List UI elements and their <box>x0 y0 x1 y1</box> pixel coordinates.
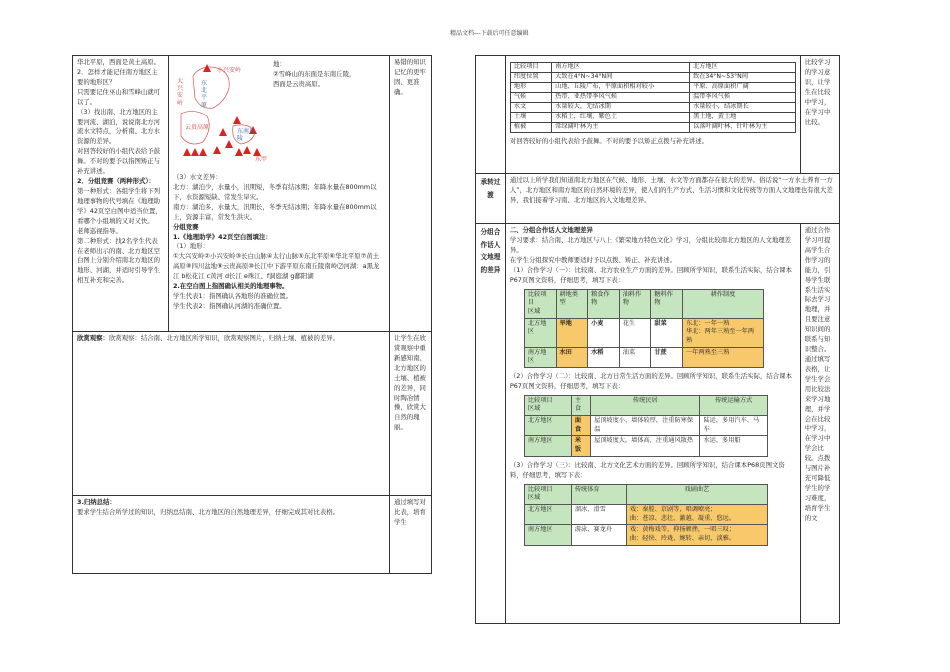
group-label: 分组合作话人文地理的差异 <box>476 224 506 624</box>
culture-table <box>524 484 768 546</box>
right-label-empty <box>476 56 506 174</box>
summary-side: 通过填写对比表，培育学生 <box>389 496 431 574</box>
daily-life-table <box>524 395 768 457</box>
left-col1: 华北平原，西面是黄土高原。 2．怎样才能记住南方地区主要的地形区？ 只需要记住巫山和雪峰山就可以了。 （3）找出南、北方地区的主要河流、湖泊，说说南北方河流水文特点，分析南、北方水资源的差异。 对回答较好的小组代表给予鼓舞。不对的要予以指图矫正与补充讲述。 2．分组竞赛（两种形式）： 第一种形式：各组学生将下列地理事物的代号填在《地理助学》42页空白图中适当位置，看哪个小组填的又对又快。 老师巡视指导。 第二种形式：找2名学生代表在老师出示的南、北方地区空白图上分别介绍南北方地区的地形、河湖，并适时引导学生相互补充和完善。 <box>73 56 169 332</box>
table-head: 比较项目 <box>510 63 551 73</box>
table-row: 北方地区 面食 屋顶坡度小、墙体较厚，注重防寒保温 陆运，多用汽车、马车 <box>524 416 767 436</box>
map-label: 东南丘陵 <box>236 128 255 143</box>
group-side: 通过合作学习可提高学生合作学习的能力，引导学生联系生活实际去学习地理，并且要注意知识间的联系与知识整合。通过填写表格，让学生学会用比较法来学习地理，并学会在比较中学习，在学习中学会比较。点拨与图片补充可降低学生的学习难度，培育学生的文 <box>800 224 839 624</box>
map-label: 东甲 <box>254 156 267 163</box>
table-head: 北方地区 <box>690 63 796 73</box>
left-col3: 易错的知识记忆的更牢固、更准确。 <box>389 56 431 332</box>
map-sketch <box>173 58 283 170</box>
compare-cell <box>505 56 800 174</box>
table-row <box>510 63 795 73</box>
transition-text: 通过以上所学我们知道南北方地区在气候、地形、土壤、水文等方面都存在很大的差异。俗话说“一方水土养育一方人”，北方地区和南方地区的自然环境的差异，使人们的生产方式、生活习惯和文化传统等方面人文地理也有很大差异，我们接着学习南、北方地区的人文地理差异。 <box>505 174 839 224</box>
table-row: 地形 山地、丘陵广布，平原面积相对较小 平原、高原面积广阔 <box>510 82 795 92</box>
transition-label: 承转过渡 <box>476 174 506 224</box>
map-label: 小兴安岭 <box>216 67 241 74</box>
table-row: 比较项目 区域 耕地类型 粮食作物 油料作物 糖料作物 耕作制度 <box>524 289 763 318</box>
compare-note: 对回答较好的小组代表给予鼓舞。不对的要予以矫正点拨与补充讲述。 <box>509 136 708 145</box>
table-row: 南方地区 游泳、赛龙舟 戏：黄梅戏等，抑扬顿挫，一唱三叹； 曲：轻快、玲珑、婉转、亲切、淡雅。 <box>524 525 767 545</box>
table-row: 南方地区 水田 水稻 油菜 甘蔗 一年两熟至三熟 <box>524 347 763 367</box>
nature-compare-table <box>510 62 796 133</box>
summary-row: 3.归纳总结： 要求学生结合所学过的知识，归纳总结南、北方地区的自然地理差异，仔细完成其对比表格。 <box>73 496 390 574</box>
page-header: 精品文档---下载后可任意编辑 <box>450 30 529 37</box>
table-row: 土壤 水稻土，红壤，紫色土 黑土地，黄土地 <box>510 112 795 122</box>
appreciate-row: 欣赏观察：欣赏观察：结合南、北方地区所学知识，欣赏观察图片，归纳土壤、植被的差异。 <box>73 332 390 496</box>
left-lesson-table <box>72 55 432 574</box>
agriculture-table <box>524 289 764 368</box>
left-col2: 大兴安岭 东北平原 小兴安岭 云贵高原 东南丘陵 东甲 地： ②雪峰山的东面是东南丘陵，西面是云贵高原。 （3）水文差异： 北方：湖泊少，水量小，汛期短，冬季有结冰期；年降水量在800mm以下，水资源短缺、常发生旱灾。 南方：湖泊多，水量大，汛期长，冬季无结冰期；年降水量在800mm以上，资源丰富，常发生洪灾。 分组竞赛 1.《地理助学》42页空白图填注： （1）地形： ①大兴安岭②小兴安岭③长白山脉④太行山脉⑤东北平原⑥华北平原⑦黄土高原⑧四川盆地⑨云贵高原⑩长江中下游平原东南丘陵南岭⑵河湖：a黑龙江 b松花江 c黄河 d长江 e珠江、f洞庭湖 g鄱阳湖 2.在空白图上指图确认相关的地理事物。 学生代表1：指图确认各地形的准确位置。 学生代表2：指图确认河湖的准确位置。 <box>168 56 389 332</box>
map-label: 大兴安岭 <box>176 78 183 107</box>
table-row: 纬度位置 大致在4°N~34°N间 致在34°N~53°N间 <box>510 72 795 82</box>
table-head: 南方地区 <box>552 63 690 73</box>
appreciate-side: 让学生在欣赏观察中重新感知南、北方地区的土壤、植被的差异，同时陶冶情操，欣赏大自然的瑰丽。 <box>389 332 431 496</box>
table-row: 北方地区 旱地 小麦 花生 甜菜 东北：一年一熟 华北：两年三熟至一年两熟 <box>524 318 763 347</box>
group-cell: 二、分组合作话人文地理差异 学习要求：结合南、北方地区与八上《繁荣地方特色文化》学习，分组比较南北方地区的人文地理差异。 在学生分组探究中教师要适时予以点拨、矫正、补充讲述。 （1）合作学习（一）：比较南、北方农业生产方面的差异。回顾所学知识，联系生活实际，结合课本P67页图文资料，仔细思考，填写下表： 比较项目 区域 耕地类型 粮食作物 油料作物 糖料作物 耕作制度 北方地区 旱地 小麦 花生 甜菜 东北：一年一熟 华北：两年三熟至一年两熟 南方地区 水田 水稻 油菜 甘蔗 一年两熟至三熟 （2）合作学习（二）：比较南、北方日常生活方面的差异。回顾所学知识，联系生活实际，结合课本P67页图文资料，仔细思考，填写下表： 比较项目 区域 主食 传统民居 传统运输方式 北方地区 面食 屋顶坡度小、墙体较厚，注重防寒保温 陆运，多用汽车、马车 南方地区 米饭 屋顶坡度大，墙体高，注重通风散热 水运，多用船 （3）合作学习（三）：比较南、北方文化艺术方面的差异。回顾所学知识，结合课本P68页图文资料，仔细思考，填写下表： 比较项目 区域 传统体育 戏剧曲艺 北方地区 溜冰、滑雪 戏：秦腔、京剧等，唱调嘹亮； 曲：苍凉、悲壮、激越、凝重、悠远。 南方地区 游泳、赛龙舟 戏：黄梅戏等，抑扬顿挫，一唱三叹； 曲：轻快、玲珑、婉转、亲切、淡雅。 <box>505 224 800 624</box>
right-lesson-table <box>475 55 840 624</box>
table-row: 水文 水量较大，无结冰期 水量较小，结冰期长 <box>510 102 795 112</box>
map-notes: 地： ②雪峰山的东面是东南丘陵，西面是云贵高原。 <box>272 60 356 88</box>
map-label: 云贵高原 <box>184 124 209 131</box>
table-row: 南方地区 米饭 屋顶坡度大，墙体高，注重通风散热 水运，多用船 <box>524 436 767 456</box>
table-row: 气候 热带、亚热带季风气候 温带季风气候 <box>510 92 795 102</box>
table-row: 植被 常绿阔叶林为主 以落叶阔叶林、针叶林为主 <box>510 122 795 132</box>
map-label: 东北平原 <box>200 80 207 109</box>
table-row: 比较项目 区域 传统体育 戏剧曲艺 <box>524 484 767 504</box>
compare-side: 比较学习的学习意识，让学生在比较中学习，在学习中比较。 <box>800 56 839 174</box>
table-row: 比较项目 区域 主食 传统民居 传统运输方式 <box>524 395 767 415</box>
table-row: 北方地区 溜冰、滑雪 戏：秦腔、京剧等，唱调嘹亮； 曲：苍凉、悲壮、激越、凝重、悠远。 <box>524 504 767 524</box>
